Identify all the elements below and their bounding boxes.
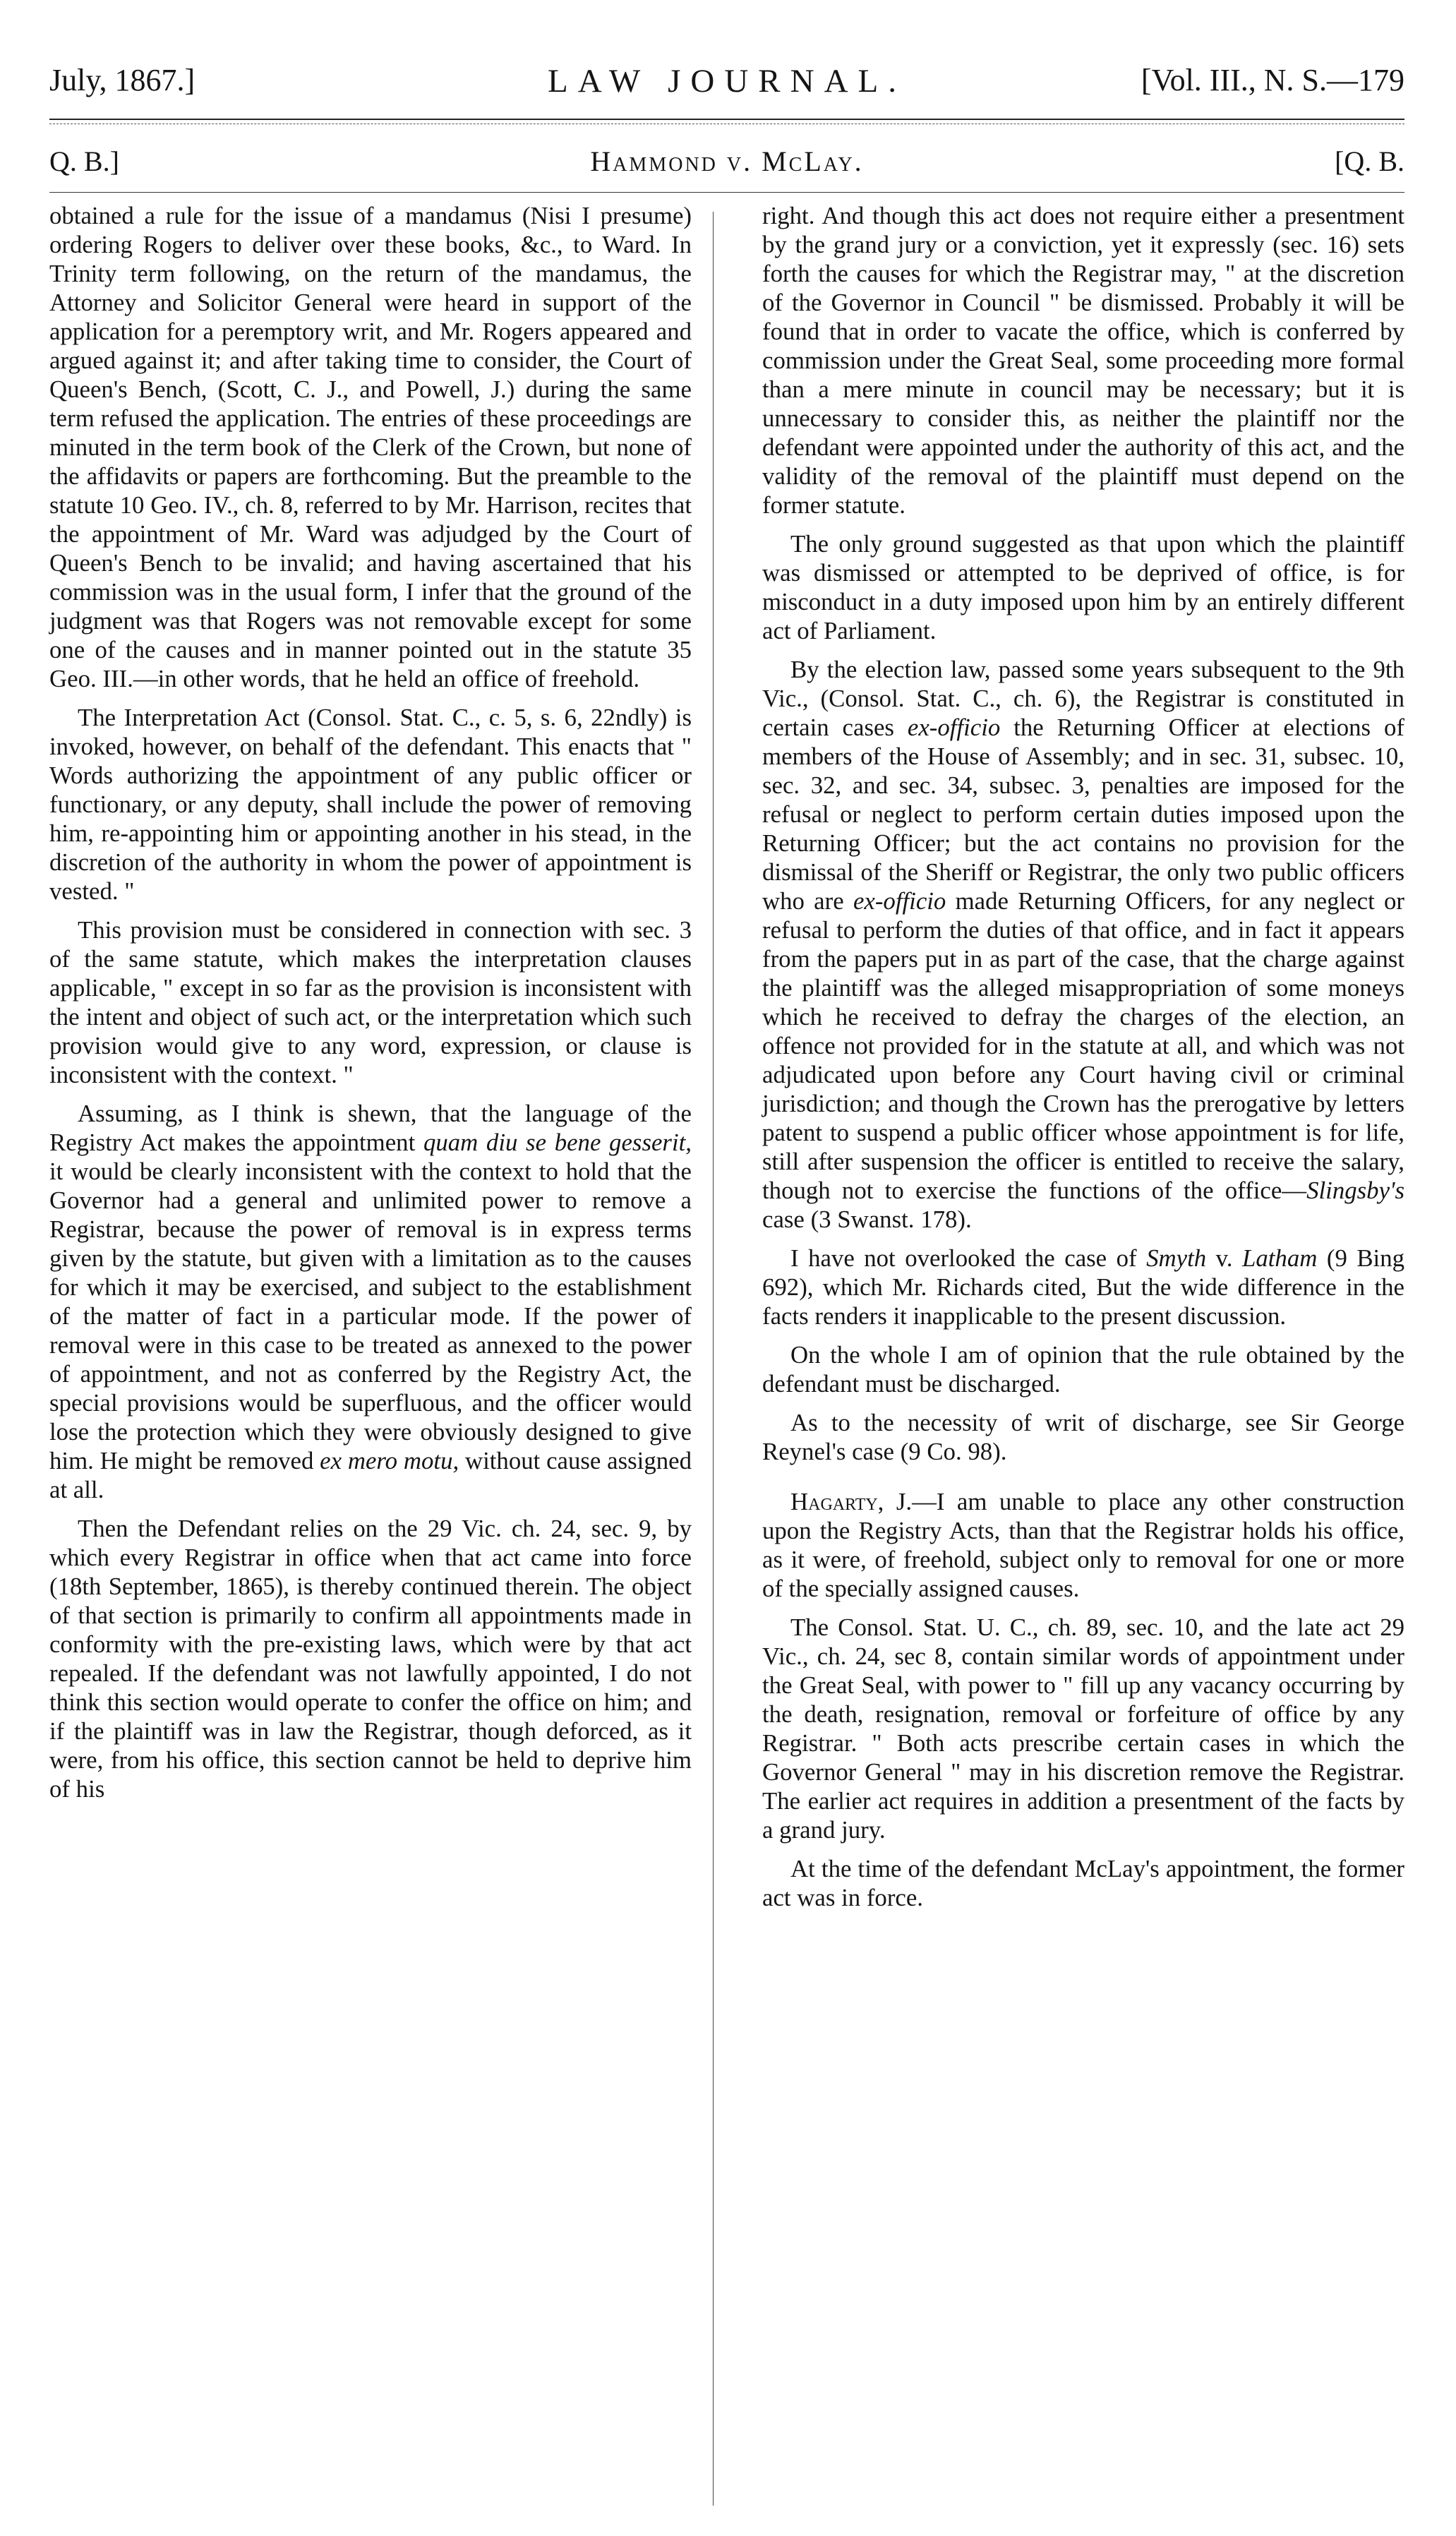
text-run: I have not overlooked the case of (790, 1244, 1137, 1272)
paragraph: The Consol. Stat. U. C., ch. 89, sec. 10, and the late act 29 Vic., ch. 24, sec 8, contain similar words of appointment under the Great Seal, with power to " fill up any vacancy occurring by the death, resignation, removal or forfeiture of office by any Registrar. " Both acts prescribe certain cases in which the Governor General " may in his discretion remove the Registrar. The earlier act requires in addition a presentment of the facts by a grand jury. (762, 1613, 1404, 1844)
text-run: made Returning Officers, for any neglect or refusal to perform the duties of that office, and in fact it appears from the papers put in as part of the case, that the charge against the plaintiff was the alleged misappropriation of some moneys which he received to defray the charges of the election, an offence not provided for in the statute at all, and which was not adjudicated upon before any Court having civil or criminal jurisdiction; and though the Crown has the prerogative by letters patent to suspend a public officer whose appointment is for life, still after suspension the officer is entitled to receive the salary, though not to exercise the functions of the office— (762, 887, 1404, 1204)
header-volume: [Vol. III., N. S.—179 (1141, 63, 1404, 97)
italic-phrase: Slingsby's (1306, 1177, 1404, 1204)
left-column (49, 201, 692, 1813)
italic-phrase: Latham (1242, 1244, 1318, 1272)
text-run: case (3 Swanst. 178). (762, 1206, 972, 1233)
paragraph: Then the Defendant relies on the 29 Vic. ch. 24, sec. 9, by which every Registrar in office when that act came into force (18th September, 1865), is thereby continued therein. The object of that section is primarily to confirm all appointments made in conformity with the pre-existing laws, which were by that act repealed. If the defendant was not lawfully appointed, I do not think this section would operate to confer the office on him; and if the plaintiff was in law the Registrar, though deforced, as it were, from his office, this section cannot be held to deprive him of his (49, 1515, 692, 1803)
paragraph: On the whole I am of opinion that the rule obtained by the defendant must be discharged. (762, 1341, 1404, 1398)
page-header (49, 62, 1404, 104)
italic-phrase: ex-officio (853, 887, 946, 915)
text-run: the Returning Officer at elections of members of the House of Assembly; and in sec. 31, subsec. 10, sec. 32, and sec. 34, subsec. 3, penalties are imposed for the refusal or neglect to perform certain duties imposed upon the Returning Officer; but the act contains no provision for the dismissal of the Sheriff or Registrar, the only two public officers who are (762, 714, 1404, 915)
judge-name: Hagarty, J. (790, 1488, 913, 1515)
paragraph: right. And though this act does not require either a presentment by the grand jury or a conviction, yet it expressly (sec. 16) sets forth the causes for which the Registrar may, " at the discretion of the Governor in Council " be dismissed. Probably it will be found that in order to vacate the office, which is conferred by commission under the Great Seal, some proceeding more formal than a mere minute in council may be necessary; but it is unnecessary to consider this, as neither the plaintiff nor the defendant were appointed under the authority of this act, and the validity of the removal of the plaintiff must depend on the former statute. (762, 202, 1404, 519)
text-run: Assuming, as I think is shewn, that the language of the Registry Act makes the appointment (49, 1100, 692, 1156)
case-header-rule (49, 192, 1404, 193)
right-column (762, 201, 1404, 1922)
header-date: July, 1867.] (49, 63, 195, 97)
journal-title: LAW JOURNAL. (547, 63, 906, 100)
court-left: Q. B.] (49, 145, 119, 177)
header-rule (49, 119, 1404, 120)
paragraph: As to the necessity of writ of discharge, see Sir George Reynel's case (9 Co. 98). (762, 1409, 1404, 1465)
paragraph: The Interpretation Act (Consol. Stat. C., c. 5, s. 6, 22ndly) is invoked, however, on behalf of the defendant. This enacts that " Words authorizing the appointment of any public officer or functionary, or any deputy, shall include the power of removing him, re-appointing him or appointing another in his stead, in the discretion of the authority in whom the power of appointment is vested. " (49, 704, 692, 905)
paragraph (49, 1099, 692, 1504)
paragraph (762, 1487, 1404, 1603)
text-run: By the election law, passed some years subsequent to the 9th Vic., (Consol. Stat. C., ch. 6), the Registrar is constituted in certain cases (762, 656, 1404, 741)
italic-phrase: ex-officio (907, 714, 1001, 741)
paragraph: At the time of the defendant McLay's appointment, the former act was in force. (762, 1855, 1404, 1911)
case-title: Hammond v. McLay. (590, 145, 864, 177)
italic-phrase: quam diu se bene gesserit, (423, 1129, 692, 1156)
text-run: it would be clearly inconsistent with the context to hold that the Governor had a general and unlimited power to remove a Registrar, because the power of removal is in express terms given by the statute, but given with a limitation as to the causes for which it may be exercised, and subject to the establishment of the matter of fact in a particular mode. If the power of removal were in this case to be treated as annexed to the power of appointment, and not as conferred by the Registry Act, the special provisions would be superfluous, and the officer would lose the protection which they were obviously designed to give him. He might be removed (49, 1158, 692, 1474)
paragraph: The only ground suggested as that upon which the plaintiff was dismissed or attempted to be deprived of office, is for misconduct in a duty imposed upon him by an entirely different act of Parliament. (762, 530, 1404, 644)
paragraph: obtained a rule for the issue of a mandamus (Nisi I presume) ordering Rogers to deliver over these books, &c., to Ward. In Trinity term following, on the return of the mandamus, the Attorney and Solicitor General were heard in support of the application for a peremptory writ, and Mr. Rogers appeared and argued against it; and after taking time to consider, the Court of Queen's Bench, (Scott, C. J., and Powell, J.) during the same term refused the application. The entries of these proceedings are minuted in the term book of the Clerk of the Crown, but none of the affidavits or papers are forthcoming. But the preamble to the statute 10 Geo. IV., ch. 8, referred to by Mr. Harrison, recites that the appointment of Mr. Ward was adjudged by the Court of Queen's Bench to be invalid; and having ascertained that his commission was in the usual form, I infer that the ground of the judgment was that Rogers was not removable except for some one of the causes and in manner pointed out in the statute 35 Geo. III.—in other words, that he held an office of freehold. (49, 202, 692, 692)
text-run: v. (1215, 1244, 1233, 1272)
text-run: —I am unable to place any other construction upon the Registry Acts, than that the Registrar holds his office, as it were, of freehold, subject only to removal for one or more of the specially assigned causes. (762, 1488, 1404, 1602)
italic-phrase: ex mero motu, (320, 1447, 459, 1474)
court-right: [Q. B. (1335, 145, 1404, 177)
paragraph: This provision must be considered in connection with sec. 3 of the same statute, which makes the interpretation clauses applicable, " except in so far as the provision is inconsistent with the intent and object of such act, or the interpretation which such provision would give to any word, expression, or clause is inconsistent with the context. " (49, 916, 692, 1088)
paragraph (762, 1244, 1404, 1330)
text-run: (9 Bing 692), which Mr. Richards cited, But the wide difference in the facts renders it inapplicable to the present discussion. (762, 1244, 1405, 1330)
text-run: without cause assigned at all. (49, 1447, 692, 1503)
column-divider (713, 212, 714, 2506)
case-header (49, 145, 1404, 187)
italic-phrase: Smyth (1146, 1244, 1207, 1272)
paragraph (762, 655, 1404, 1234)
